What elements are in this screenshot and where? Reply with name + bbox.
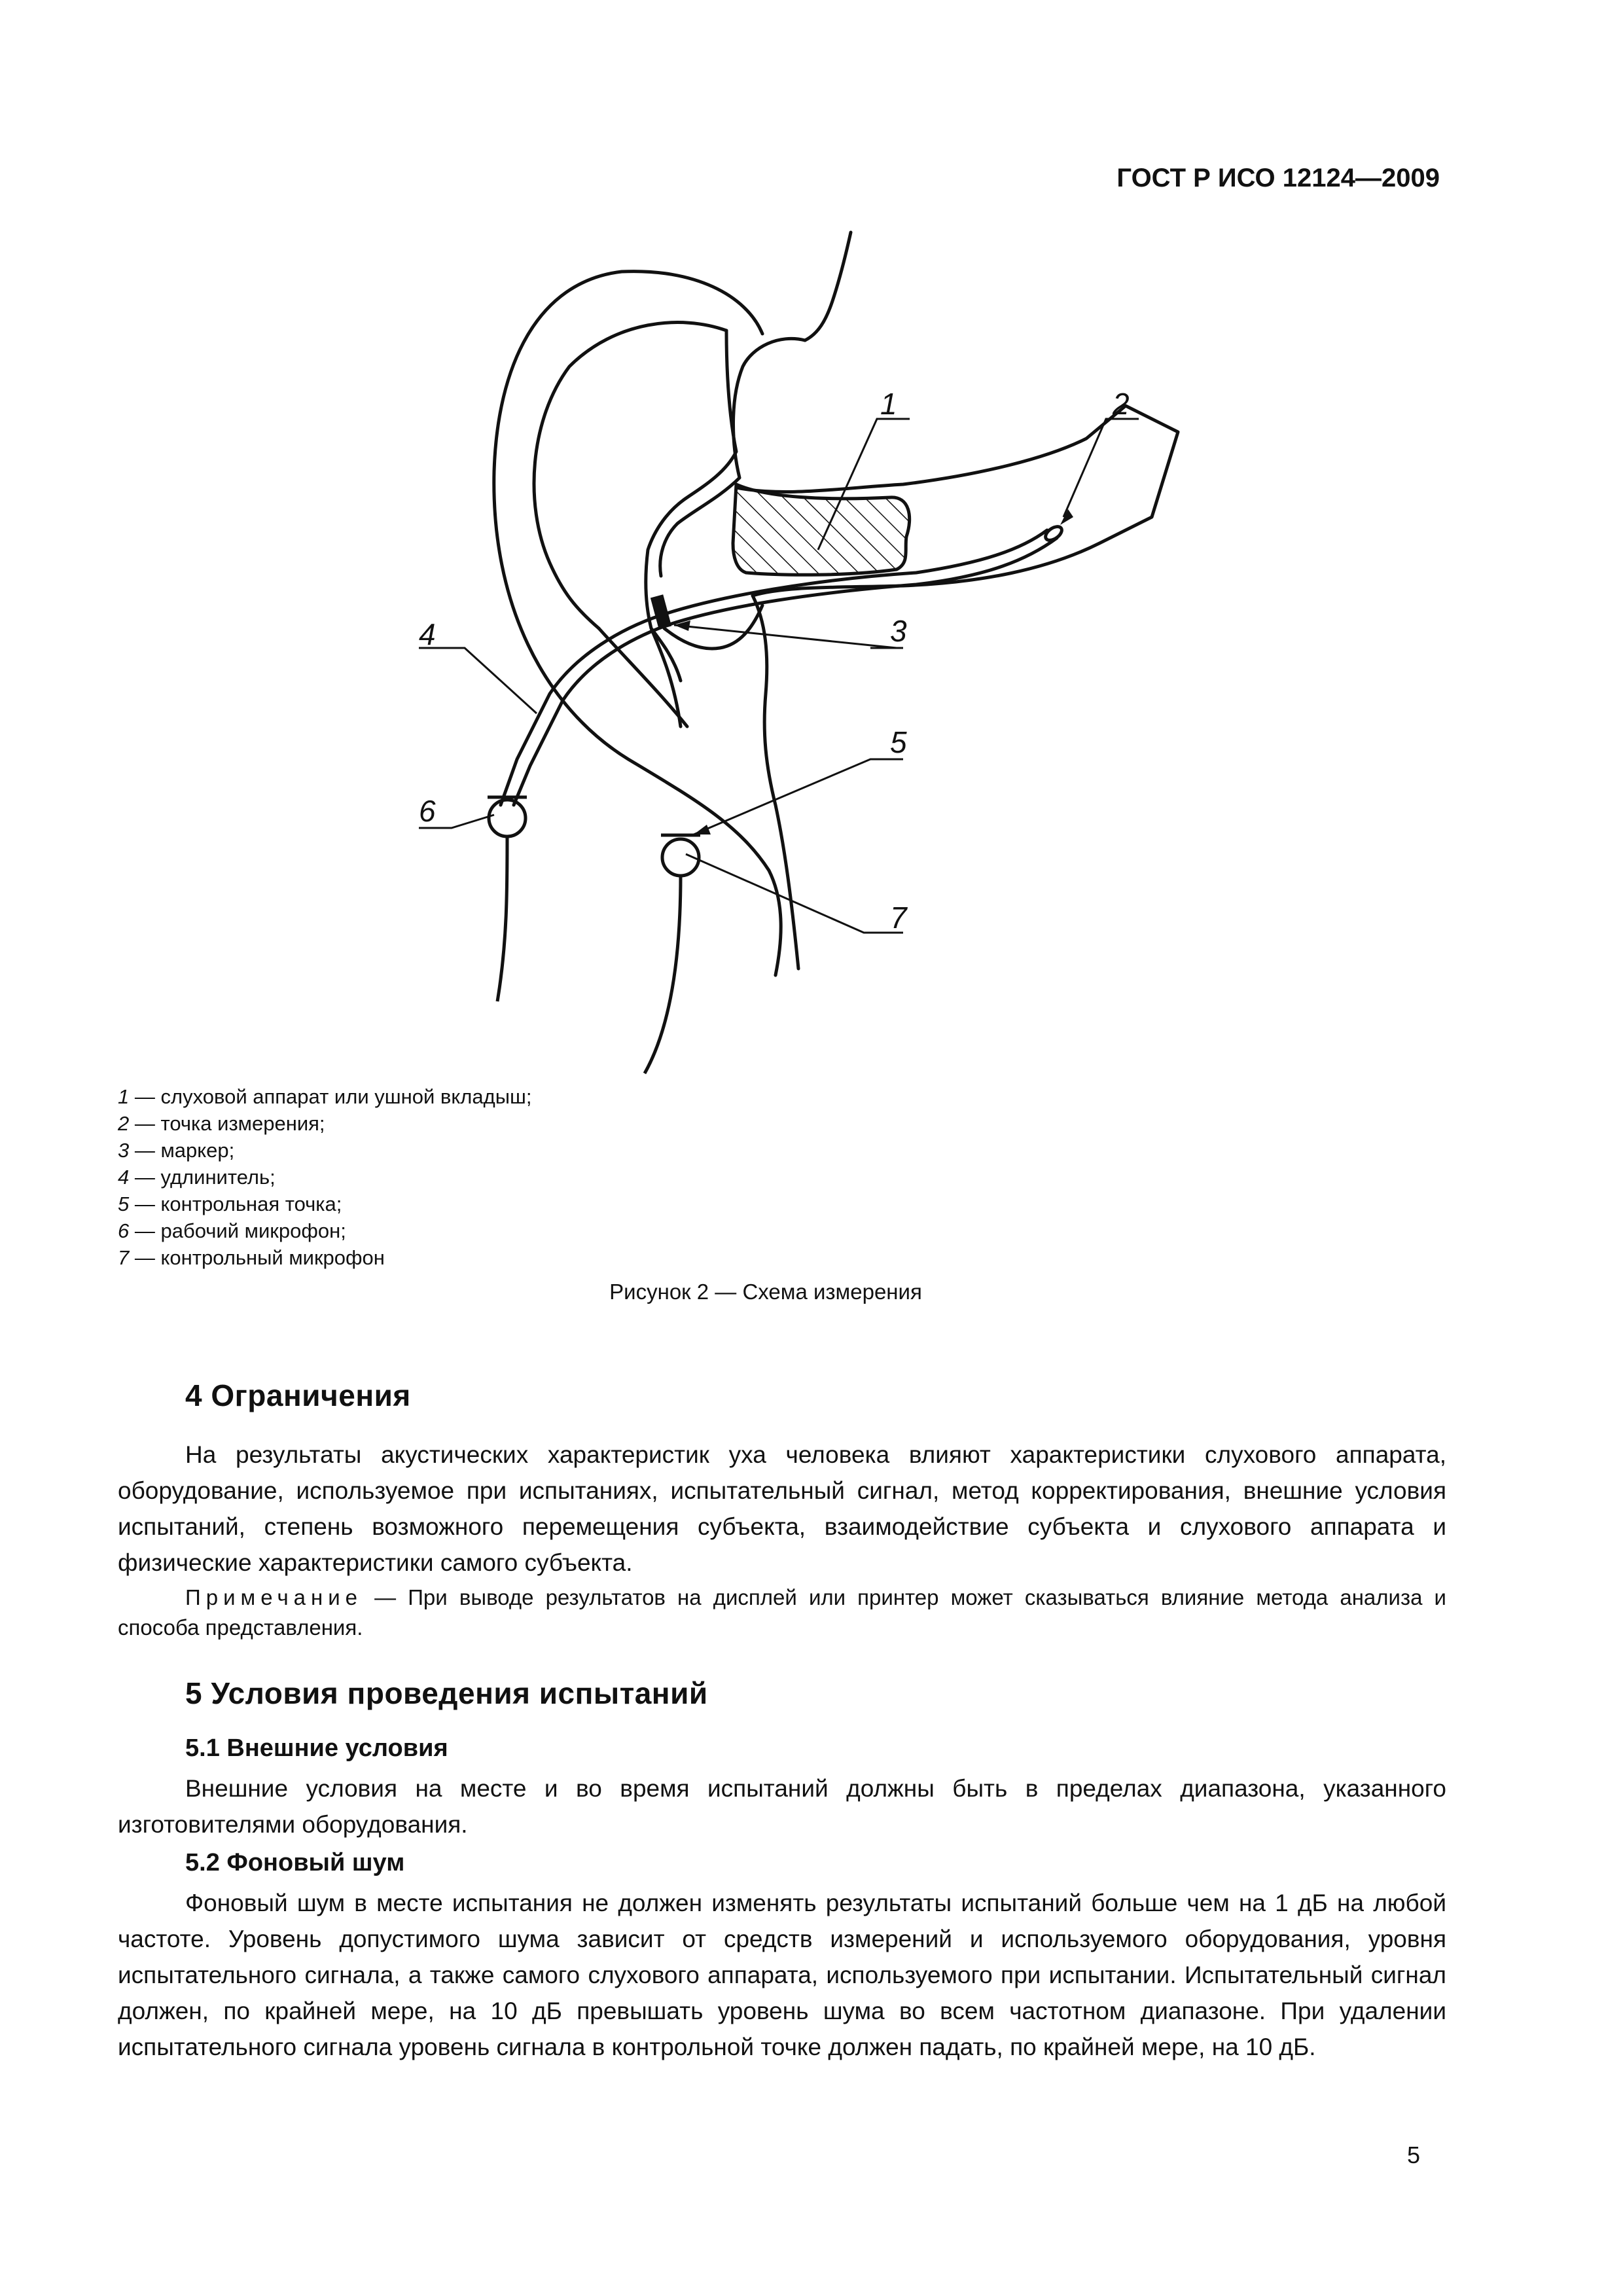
legend-item: 5 — контрольная точка; (118, 1193, 342, 1215)
callout-2: 2 (1113, 387, 1130, 421)
legend-item: 3 — маркер; (118, 1139, 235, 1162)
probe-tube-tip (1043, 524, 1064, 543)
figure-callouts (419, 387, 1130, 935)
measurement-scheme-figure (0, 0, 1623, 1100)
section-5-2-paragraph: Фоновый шум в месте испытания не должен изменять результаты испытаний больше чем на 1 дБ на любой частоте. Уровень допустимого шума зависит от средств измерений и используемого оборудования, уровня испытательного сигнала, а также самого слухового аппарата, используемого при испытании. Испытательный сигнал должен, по крайней мере, на 10 дБ превышать уровень шума во всем частотном диапазоне. При удалении испытательного сигнала уровень сигнала в контрольной точке должен падать, по крайней мере, на 10 дБ. (118, 1890, 1446, 2060)
callout-7: 7 (890, 901, 907, 935)
document-code: ГОСТ Р ИСО 12124—2009 (1116, 164, 1440, 192)
legend-item: 1 — слуховой аппарат или ушной вкладыш; (118, 1085, 532, 1108)
legend-item: 4 — удлинитель; (118, 1166, 276, 1189)
section-5-2-title: 5.2 Фоновый шум (185, 1849, 405, 1876)
note-text: — При выводе результатов на дисплей или принтер может сказываться влияние метода анализа и способа представления. (118, 1585, 1446, 1640)
ear-antihelix (599, 628, 687, 726)
neck-line (805, 232, 851, 340)
legend-item: 6 — рабочий микрофон; (118, 1219, 346, 1242)
section-5-1-title: 5.1 Внешние условия (185, 1734, 448, 1762)
ear-concha (646, 331, 736, 726)
ear-inner-helix (534, 323, 726, 628)
hearing-aid (733, 484, 910, 575)
section-4-title: 4 Ограничения (185, 1378, 411, 1412)
note-label: Примечание (185, 1585, 363, 1609)
working-microphone (489, 800, 526, 836)
figure-legend (118, 1083, 707, 1271)
section-4-paragraph: На результаты акустических характеристик уха человека влияют характеристики слухового аппарата, оборудование, используемое при испытаниях, испытательный сигнал, метод корректирования, внешние условия испытаний, степень возможного перемещения субъекта, взаимодействие субъекта и слухового аппарата и физические характеристики самого субъекта. (118, 1441, 1446, 1576)
legend-item: 2 — точка измерения; (118, 1112, 325, 1135)
callout-1: 1 (880, 387, 897, 421)
ear-canal-lower (753, 596, 798, 969)
legend-item: 7 — контрольный микрофон (118, 1246, 385, 1269)
callout-4: 4 (419, 617, 436, 651)
working-microphone-cable (497, 836, 507, 1001)
section-5-title: 5 Условия проведения испытаний (185, 1676, 708, 1710)
callout-6: 6 (419, 794, 436, 828)
figure-caption: Рисунок 2 — Схема измерения (609, 1280, 922, 1304)
callout-5: 5 (890, 725, 907, 759)
section-4-note (118, 1583, 1446, 1643)
reference-microphone-cable (645, 876, 681, 1073)
section-5-1-paragraph: Внешние условия на месте и во время испытаний должны быть в пределах диапазона, указанного изготовителями оборудования. (118, 1775, 1446, 1838)
page-number: 5 (1407, 2142, 1421, 2168)
callout-3: 3 (890, 614, 907, 648)
